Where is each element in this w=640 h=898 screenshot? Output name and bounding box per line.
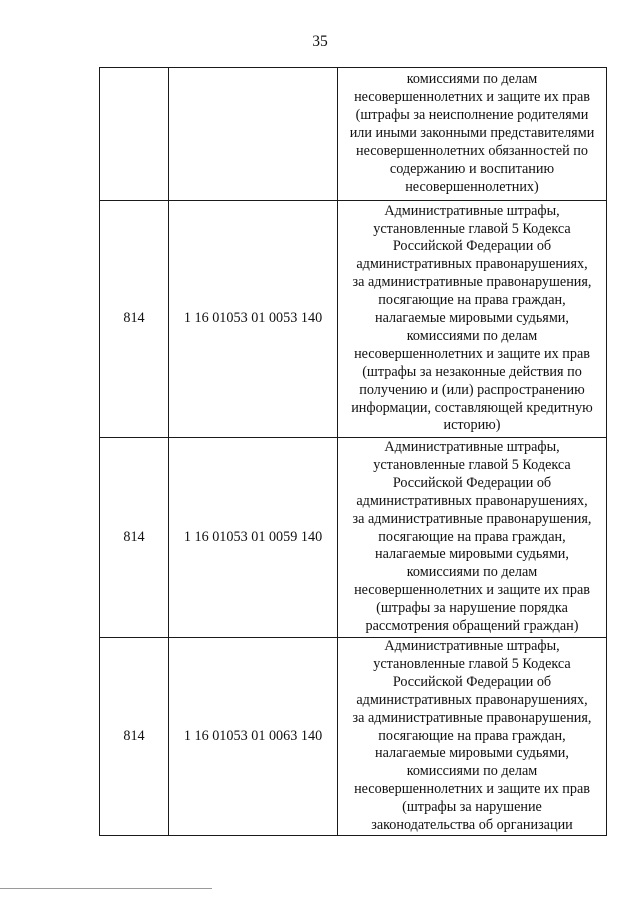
description-line: (штрафы за нарушение порядка — [376, 600, 568, 617]
description-line: установленные главой 5 Кодекса — [373, 655, 571, 672]
budget-codes-table — [99, 67, 607, 836]
description-line: налагаемые мировыми судьями, — [375, 546, 569, 563]
description-line: несовершеннолетних) — [405, 178, 539, 195]
description-cell — [338, 68, 607, 201]
description-line: рассмотрения обращений граждан) — [365, 618, 579, 635]
description-line: посягающие на права граждан, — [378, 727, 566, 744]
budget-code-cell: 1 16 01053 01 0063 140 — [169, 638, 338, 836]
description-cell — [338, 438, 607, 638]
description-line: Административные штрафы, — [384, 439, 560, 456]
description-line: (штрафы за нарушение — [402, 799, 542, 816]
description-cell — [338, 638, 607, 836]
page-number: 35 — [312, 33, 328, 50]
description-line: налагаемые мировыми судьями, — [375, 745, 569, 762]
description-line: административных правонарушениях, — [356, 492, 588, 509]
description-line: содержанию и воспитанию — [389, 160, 555, 177]
description-line: историю) — [443, 417, 501, 434]
budget-code-cell — [169, 68, 338, 201]
admin-code-cell: 814 — [100, 438, 169, 638]
budget-code-cell: 1 16 01053 01 0059 140 — [169, 438, 338, 638]
description-line: информации, составляющей кредитную — [351, 399, 593, 416]
description-line: за административные правонарушения, — [352, 709, 592, 726]
description-cell — [338, 201, 607, 438]
table-row — [100, 438, 607, 638]
description-line: Российской Федерации об — [392, 673, 552, 690]
description-line: (штрафы за незаконные действия по — [362, 363, 582, 380]
admin-code-cell: 814 — [100, 201, 169, 438]
description-line: комиссиями по делам — [406, 763, 538, 780]
description-line: законодательства об организации — [371, 817, 573, 834]
table-row — [100, 638, 607, 836]
description-line: несовершеннолетних и защите их прав — [354, 781, 590, 798]
description-line: установленные главой 5 Кодекса — [373, 456, 571, 473]
description-line: посягающие на права граждан, — [378, 528, 566, 545]
description-line: или иными законными представителями — [349, 125, 595, 142]
description-line: несовершеннолетних обязанностей по — [356, 142, 588, 159]
admin-code-cell: 814 — [100, 638, 169, 836]
description-line: комиссиями по делам — [406, 564, 538, 581]
admin-code-cell — [100, 68, 169, 201]
budget-code-cell: 1 16 01053 01 0053 140 — [169, 201, 338, 438]
footer-divider — [0, 888, 212, 889]
description-line: Административные штрафы, — [384, 638, 560, 655]
description-line: несовершеннолетних и защите их прав — [354, 345, 590, 362]
description-line: несовершеннолетних и защите их прав — [354, 89, 590, 106]
description-line: комиссиями по делам — [406, 327, 538, 344]
description-line: административных правонарушениях, — [356, 691, 588, 708]
description-line: Российской Федерации об — [392, 238, 552, 255]
description-line: Административные штрафы, — [384, 202, 560, 219]
table-row — [100, 201, 607, 438]
description-line: установленные главой 5 Кодекса — [373, 220, 571, 237]
description-line: за административные правонарушения, — [352, 274, 592, 291]
description-line: налагаемые мировыми судьями, — [375, 310, 569, 327]
description-line: получению и (или) распространению — [359, 381, 585, 398]
description-line: за административные правонарушения, — [352, 510, 592, 527]
table-row — [100, 68, 607, 201]
description-line: Российской Федерации об — [392, 474, 552, 491]
description-line: (штрафы за неисполнение родителями — [355, 107, 589, 124]
description-line: административных правонарушениях, — [356, 256, 588, 273]
description-line: несовершеннолетних и защите их прав — [354, 582, 590, 599]
description-line: комиссиями по делам — [406, 71, 538, 88]
description-line: посягающие на права граждан, — [378, 292, 566, 309]
